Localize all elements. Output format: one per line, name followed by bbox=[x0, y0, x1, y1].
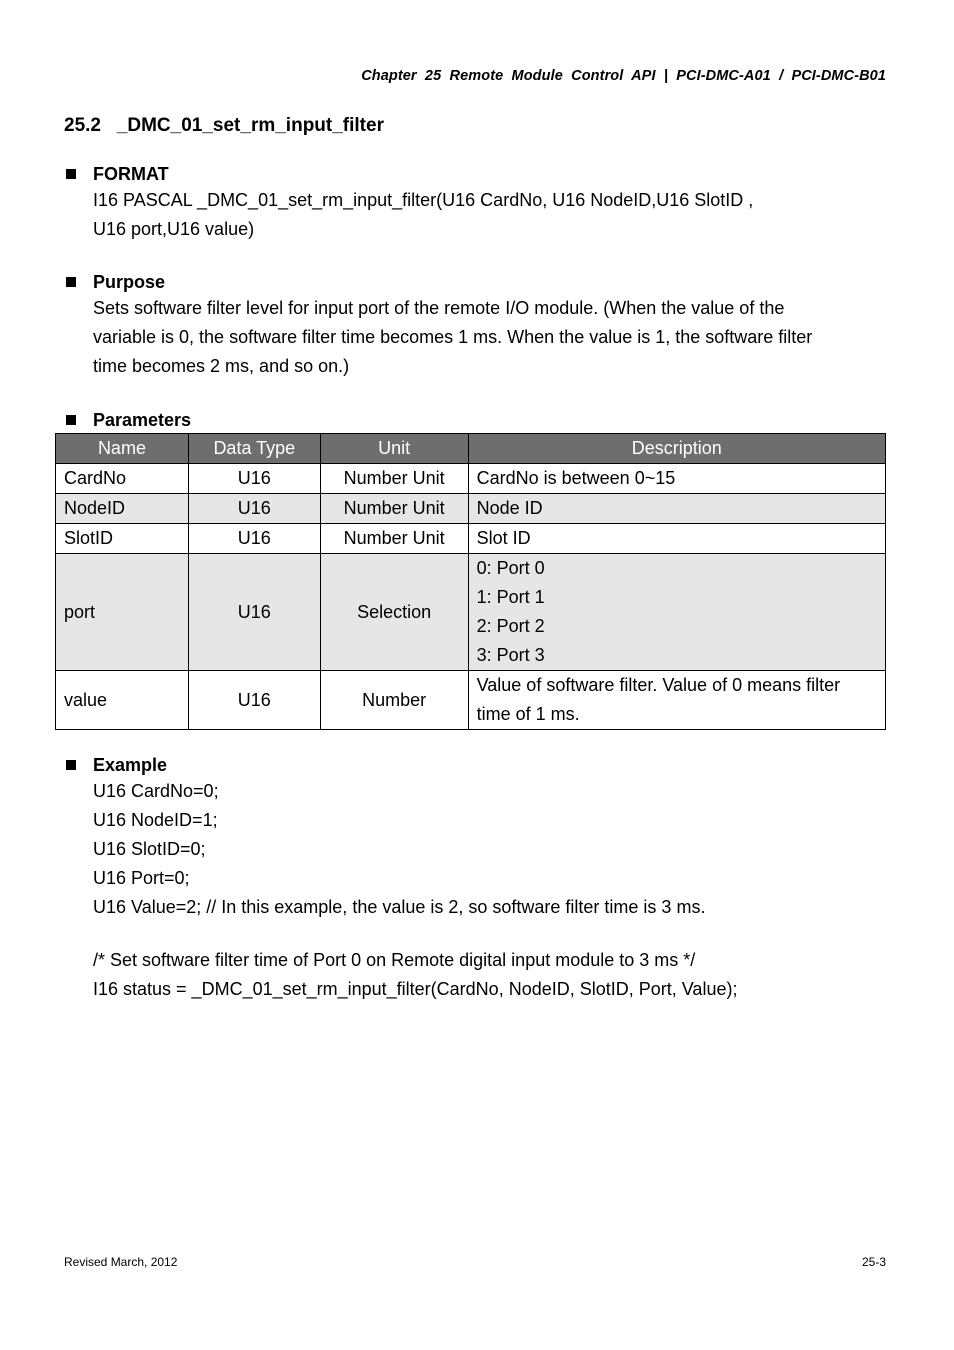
column-header-name: Name bbox=[56, 434, 189, 464]
example-call-block bbox=[93, 946, 737, 1004]
table-row bbox=[56, 554, 886, 671]
param-name: NodeID bbox=[56, 494, 189, 524]
example-comment-line: /* Set software filter time of Port 0 on Remote digital input module to 3 ms */ bbox=[93, 950, 696, 970]
example-line: U16 CardNo=0; bbox=[93, 781, 219, 801]
param-description: Slot ID bbox=[468, 524, 885, 554]
param-type: U16 bbox=[188, 464, 320, 494]
param-type: U16 bbox=[188, 524, 320, 554]
parameters-heading-row bbox=[64, 408, 886, 432]
format-heading-row bbox=[64, 162, 886, 186]
example-code bbox=[93, 777, 886, 922]
param-unit: Number Unit bbox=[320, 494, 468, 524]
param-type: U16 bbox=[188, 494, 320, 524]
param-description-line: 2: Port 2 bbox=[476, 616, 545, 636]
param-description-line: time of 1 ms. bbox=[476, 704, 580, 724]
example-line: U16 NodeID=1; bbox=[93, 810, 218, 830]
parameters-table bbox=[55, 433, 886, 730]
example-line: U16 Port=0; bbox=[93, 868, 190, 888]
example-line: U16 Value=2; // In this example, the value is 2, so software filter time is 3 ms. bbox=[93, 897, 706, 917]
table-row bbox=[56, 494, 886, 524]
param-description: Node ID bbox=[468, 494, 885, 524]
param-name: port bbox=[56, 554, 189, 671]
purpose-section bbox=[64, 270, 886, 381]
table-row bbox=[56, 671, 886, 730]
purpose-line: variable is 0, the software filter time becomes 1 ms. When the value is 1, the software filter bbox=[93, 327, 813, 347]
param-unit: Number Unit bbox=[320, 524, 468, 554]
column-header-description: Description bbox=[468, 434, 885, 464]
page-header: Chapter 25 Remote Module Control API | PCI-DMC-A01 / PCI-DMC-B01 bbox=[361, 68, 886, 84]
parameters-heading: Parameters bbox=[93, 410, 192, 430]
param-unit: Number bbox=[320, 671, 468, 730]
param-type: U16 bbox=[188, 554, 320, 671]
example-call-line: I16 status = _DMC_01_set_rm_input_filter(CardNo, NodeID, SlotID, Port, Value); bbox=[93, 979, 738, 999]
example-line: U16 SlotID=0; bbox=[93, 839, 206, 859]
column-header-data-type: Data Type bbox=[188, 434, 320, 464]
param-unit: Selection bbox=[320, 554, 468, 671]
format-signature bbox=[93, 186, 886, 244]
purpose-line: time becomes 2 ms, and so on.) bbox=[93, 356, 350, 376]
section-title: 25.2 _DMC_01_set_rm_input_filter bbox=[64, 115, 384, 136]
example-section bbox=[64, 753, 886, 922]
param-description bbox=[468, 554, 885, 671]
purpose-line: Sets software filter level for input port of the remote I/O module. (When the value of the bbox=[93, 298, 785, 318]
param-description-line: 0: Port 0 bbox=[476, 558, 545, 578]
purpose-text bbox=[93, 294, 886, 381]
square-bullet-icon bbox=[66, 277, 76, 287]
square-bullet-icon bbox=[66, 415, 76, 425]
table-header-row bbox=[56, 434, 886, 464]
purpose-heading-row bbox=[64, 270, 886, 294]
square-bullet-icon bbox=[66, 169, 76, 179]
example-heading: Example bbox=[93, 755, 168, 775]
table-row bbox=[56, 464, 886, 494]
table-row bbox=[56, 524, 886, 554]
column-header-unit: Unit bbox=[320, 434, 468, 464]
footer-page-number: 25-3 bbox=[861, 1255, 886, 1269]
parameters-section bbox=[64, 408, 886, 432]
param-name: SlotID bbox=[56, 524, 189, 554]
param-description: CardNo is between 0~15 bbox=[468, 464, 885, 494]
format-line: I16 PASCAL _DMC_01_set_rm_input_filter(U16 CardNo, U16 NodeID,U16 SlotID , bbox=[93, 190, 754, 210]
param-name: CardNo bbox=[56, 464, 189, 494]
param-description-line: 1: Port 1 bbox=[476, 587, 545, 607]
format-line: U16 port,U16 value) bbox=[93, 219, 255, 239]
param-description-line: 3: Port 3 bbox=[476, 645, 545, 665]
format-heading: FORMAT bbox=[93, 164, 169, 184]
param-name: value bbox=[56, 671, 189, 730]
purpose-heading: Purpose bbox=[93, 272, 166, 292]
format-section bbox=[64, 162, 886, 244]
param-description bbox=[468, 671, 885, 730]
square-bullet-icon bbox=[66, 760, 76, 770]
param-description-line: Value of software filter. Value of 0 means filter bbox=[476, 675, 841, 695]
param-type: U16 bbox=[188, 671, 320, 730]
param-unit: Number Unit bbox=[320, 464, 468, 494]
footer-revision: Revised March, 2012 bbox=[64, 1255, 178, 1269]
example-heading-row bbox=[64, 753, 886, 777]
